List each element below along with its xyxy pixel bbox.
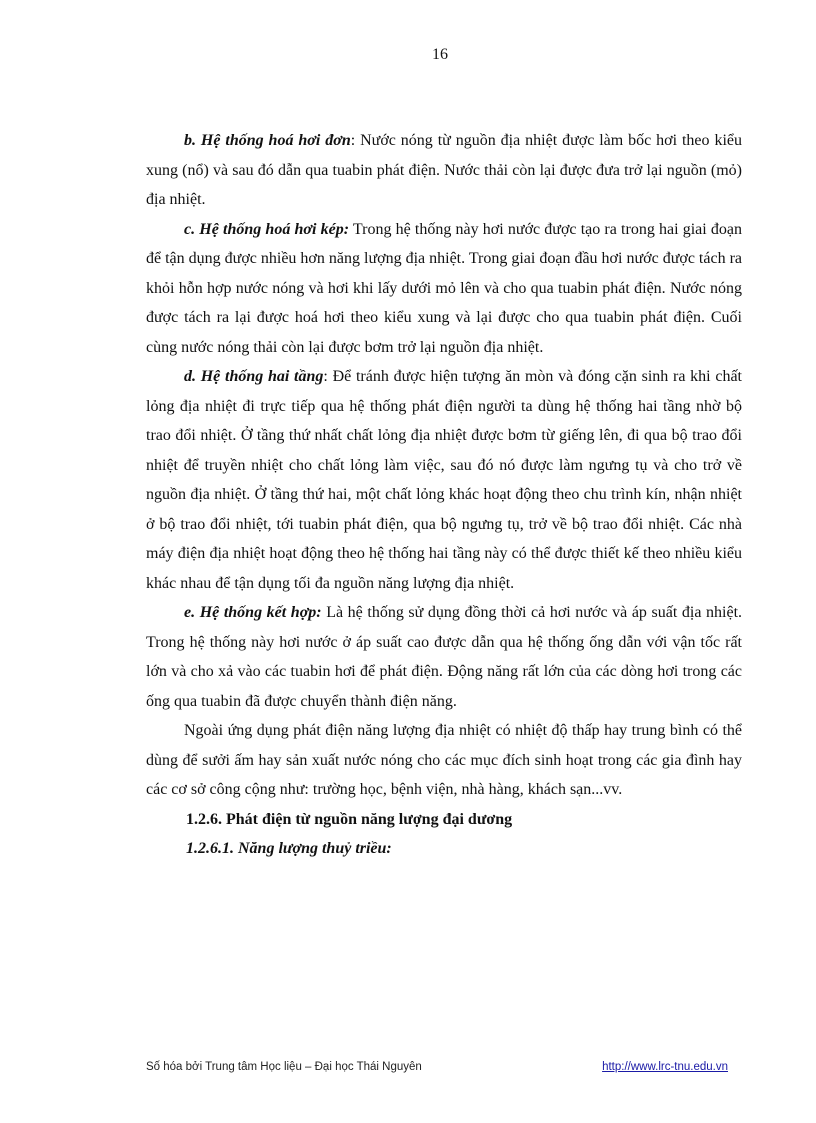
paragraph-title: b. Hệ thống hoá hơi đơn (184, 132, 351, 149)
paragraph-title: d. Hệ thống hai tầng (184, 368, 324, 385)
paragraph-double-flash (146, 215, 742, 363)
paragraph-single-flash (146, 126, 742, 215)
paragraph-binary-cycle (146, 362, 742, 598)
subsection-heading: 1.2.6.1. Năng lượng thuỷ triều: (186, 840, 392, 857)
page-number: 16 (432, 46, 448, 63)
footer-link[interactable]: http://www.lrc-tnu.edu.vn (602, 1061, 728, 1073)
footer-credit: Số hóa bởi Trung tâm Học liệu – Đại học Thái Nguyên (146, 1061, 422, 1073)
document-body (146, 126, 742, 864)
paragraph-text: Trong hệ thống này hơi nước được tạo ra trong hai giai đoạn để tận dụng được nhiều hơn năng lượng địa nhiệt. Trong giai đoạn đầu hơi nước được tách ra khỏi hỗn hợp nước nóng và hơi khi lấy dưới mỏ lên và cho qua tuabin phát điện. Nước nóng được tách ra lại được hoá hơi theo kiểu xung và lại được cho qua tuabin phát điện. Cuối cùng nước nóng thải còn lại được bơm trở lại nguồn địa nhiệt. (146, 220, 743, 356)
paragraph-text: : Để tránh được hiện tượng ăn mòn và đóng cặn sinh ra khi chất lỏng địa nhiệt đi trực tiếp qua hệ thống phát điện người ta dùng hệ thống hai tầng nhờ bộ trao đổi nhiệt. Ở tầng thứ nhất chất lỏng địa nhiệt được bơm từ giếng lên, đi qua bộ trao đổi nhiệt để truyền nhiệt cho chất lỏng làm việc, sau đó nó được làm ngưng tụ và cho trở về nguồn địa nhiệt. Ở tầng thứ hai, một chất lỏng khác hoạt động theo chu trình kín, nhận nhiệt ở bộ trao đổi nhiệt, tới tuabin phát điện, qua bộ ngưng tụ, trở về bộ trao đổi nhiệt. Các nhà máy điện địa nhiệt hoạt động theo hệ thống hai tầng này có thể được thiết kế theo nhiều kiểu khác nhau để tận dụng tối đa nguồn năng lượng địa nhiệt. (146, 368, 742, 592)
paragraph-other-applications (146, 716, 742, 805)
paragraph-combined-system (146, 598, 742, 716)
paragraph-title: c. Hệ thống hoá hơi kép: (184, 220, 350, 238)
section-heading: 1.2.6. Phát điện từ nguồn năng lượng đại dương (186, 810, 513, 828)
paragraph-text: Ngoài ứng dụng phát điện năng lượng địa nhiệt có nhiệt độ thấp hay trung bình có thể dùng để sưởi ấm hay sản xuất nước nóng cho các mục đích sinh hoạt trong các gia đình hay các cơ sở công cộng như: trường học, bệnh viện, nhà hàng, khách sạn...vv. (146, 722, 742, 798)
paragraph-text: Là hệ thống sử dụng đồng thời cả hơi nước và áp suất địa nhiệt. Trong hệ thống này hơi nước ở áp suất cao được dẫn qua hệ thống ống dẫn với vận tốc rất lớn và cho xả vào các tuabin hơi để phát điện. Động năng rất lớn của các dòng hơi trong các ống qua tuabin đã được chuyển thành điện năng. (146, 604, 743, 710)
paragraph-title: e. Hệ thống kết hợp: (184, 604, 322, 621)
paragraph-text: : Nước nóng từ nguồn địa nhiệt được làm bốc hơi theo kiểu xung (nổ) và sau đó dẫn qua tuabin phát điện. Nước thải còn lại được đưa trở lại nguồn (mỏ) địa nhiệt. (146, 132, 742, 208)
